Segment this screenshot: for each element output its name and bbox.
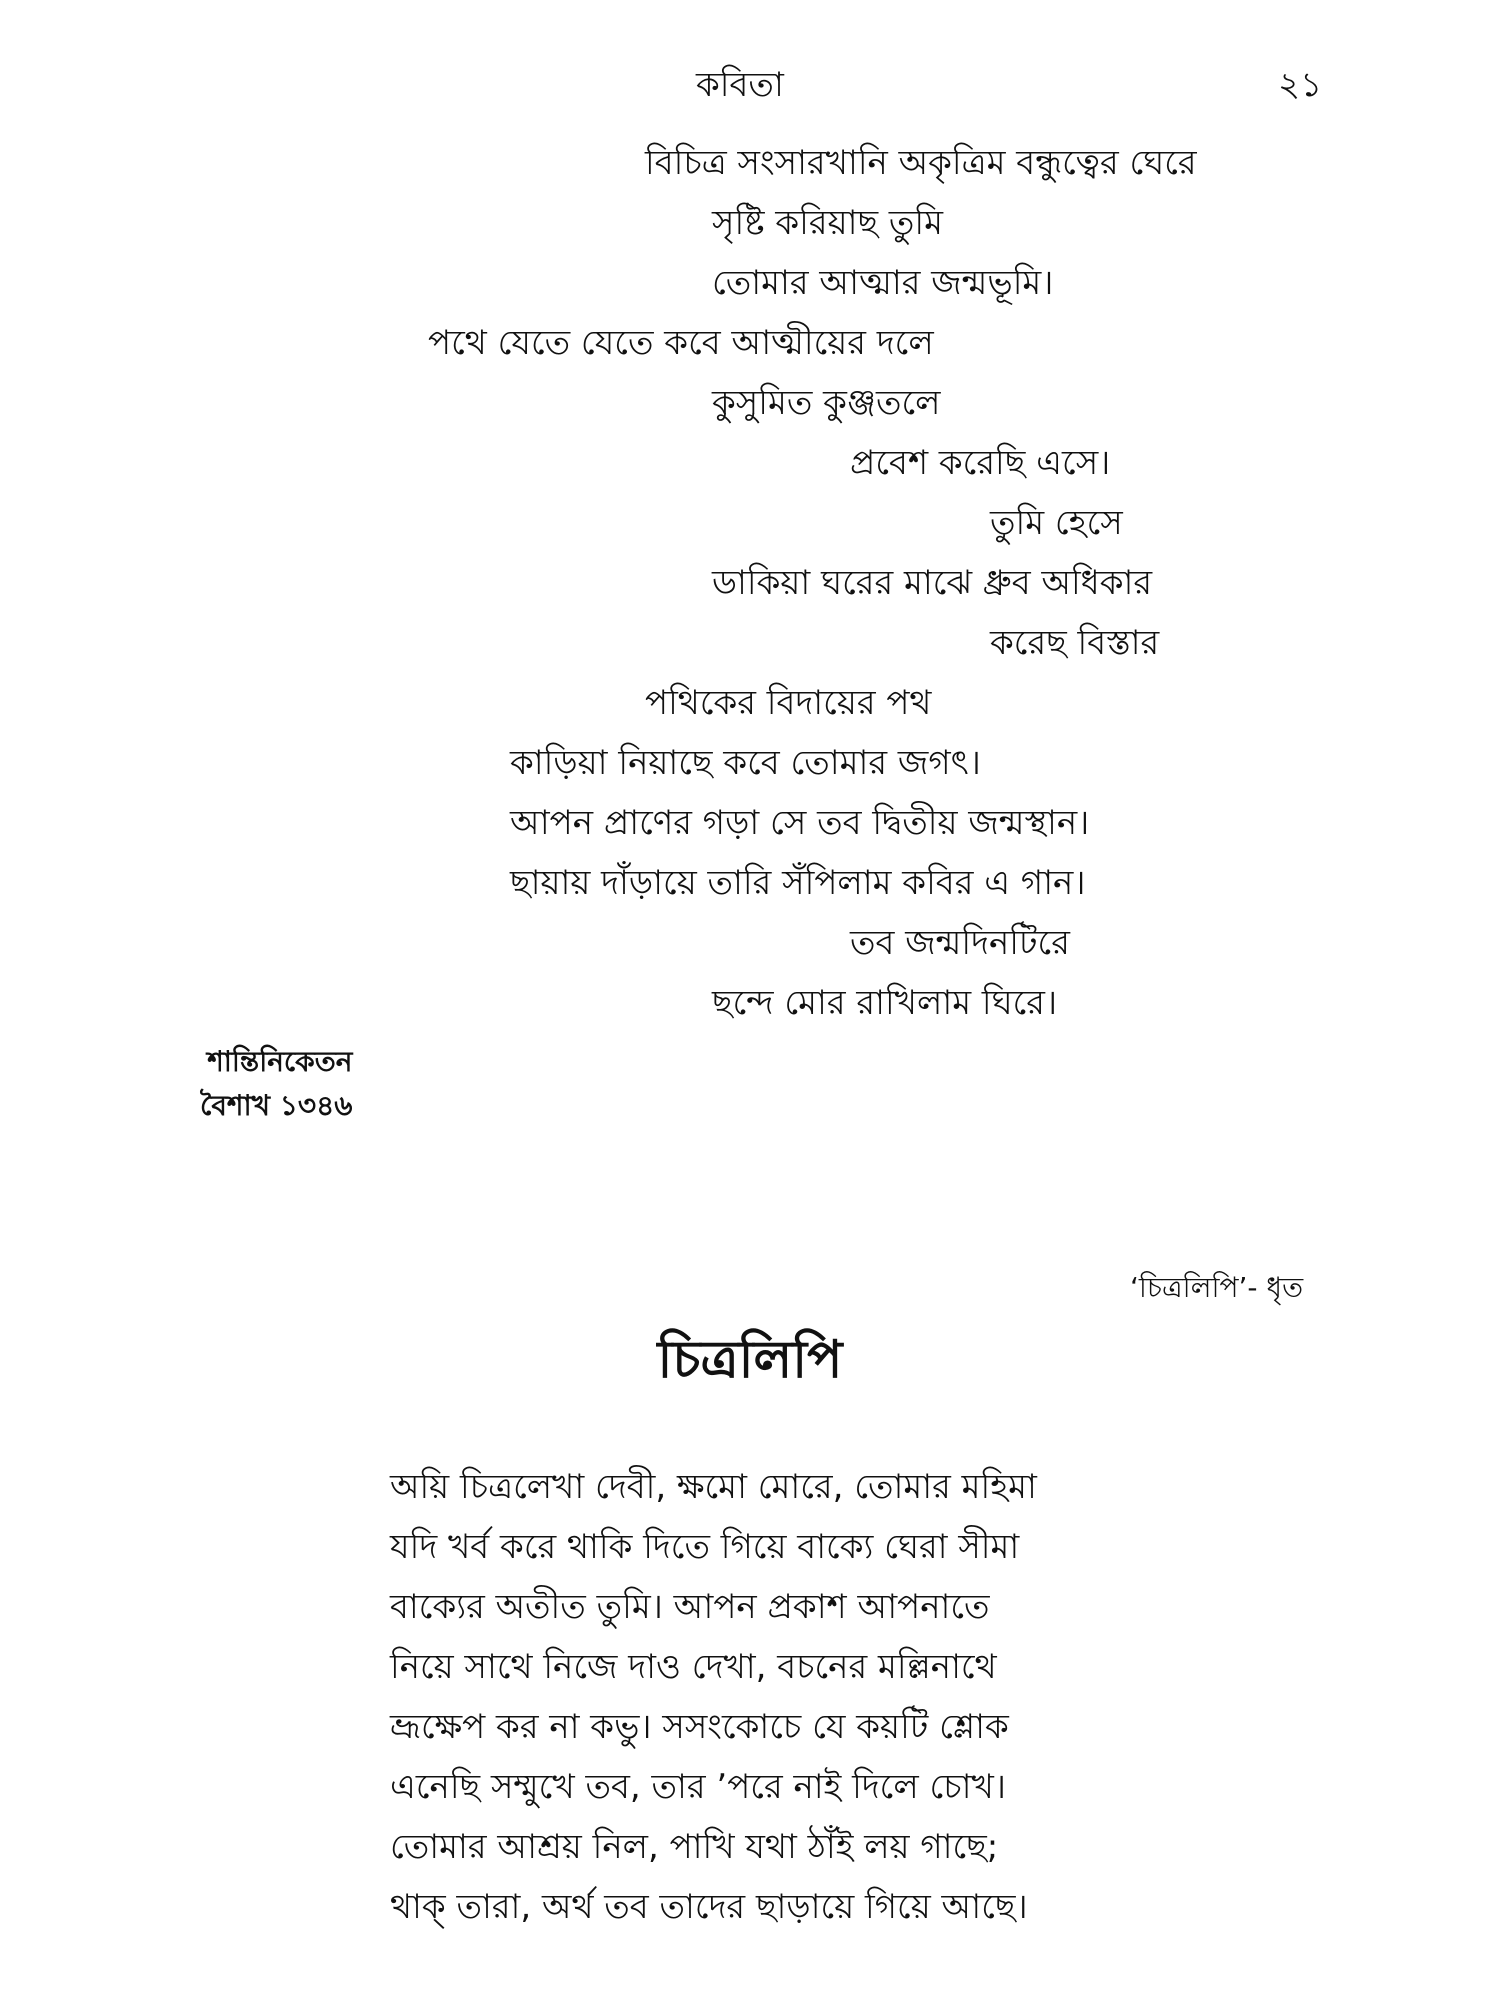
poem-1-line: ডাকিয়া ঘরের মাঝে ধ্রুব অধিকার — [712, 563, 1153, 603]
poem-2-line: বাক্যের অতীত তুমি। আপন প্রকাশ আপনাতে — [390, 1587, 990, 1627]
poem-2-line: যদি খর্ব করে থাকি দিতে গিয়ে বাক্যে ঘেরা সীমা — [390, 1527, 1020, 1567]
poem-2-line: ভ্রূক্ষেপ কর না কভু। সসংকোচে যে কয়টি শ্লোক — [390, 1707, 1009, 1747]
poem-1-line: করেছ বিস্তার — [990, 623, 1160, 663]
poem-1-line: প্রবেশ করেছি এসে। — [850, 443, 1111, 483]
poem-1-line: ছন্দে মোর রাখিলাম ঘিরে। — [712, 983, 1058, 1023]
poem-2-line: নিয়ে সাথে নিজে দাও দেখা, বচনের মল্লিনাথে — [390, 1647, 997, 1687]
poem-1-place: শান্তিনিকেতন — [207, 1045, 353, 1078]
poem-1-line: আপন প্রাণের গড়া সে তব দ্বিতীয় জন্মস্থান। — [510, 803, 1090, 843]
poem-1-line: সৃষ্টি করিয়াছ তুমি — [712, 203, 944, 243]
poem-title: চিত্রলিপি — [657, 1330, 843, 1390]
poem-2-line: এনেছি সম্মুখে তব, তার ’পরে নাই দিলে চোখ। — [390, 1767, 1006, 1807]
poem-2-line: থাক্ তারা, অর্থ তব তাদের ছাড়ায়ে গিয়ে আছে। — [390, 1887, 1028, 1927]
poem-1-line: কুসুমিত কুঞ্জতলে — [712, 383, 941, 423]
source-note: ‘চিত্রলিপি’- ধৃত — [1130, 1271, 1304, 1304]
poem-1-line: বিচিত্র সংসারখানি অকৃত্রিম বন্ধুত্বের ঘেরে — [645, 143, 1197, 183]
poem-2-line: অয়ি চিত্রলেখা দেবী, ক্ষমো মোরে, তোমার মহিমা — [390, 1467, 1037, 1507]
poem-1-line: তব জন্মদিনটিরে — [850, 923, 1070, 963]
poem-1-line: তুমি হেসে — [990, 503, 1123, 543]
poem-1-line: ছায়ায় দাঁড়ায়ে তারি সঁপিলাম কবির এ গান। — [510, 863, 1086, 903]
poem-2-line: তোমার আশ্রয় নিল, পাখি যথা ঠাঁই লয় গাছে; — [390, 1827, 999, 1867]
poem-1-line: পথিকের বিদায়ের পথ — [645, 683, 932, 723]
poem-1-line: পথে যেতে যেতে কবে আত্মীয়ের দলে — [428, 323, 934, 363]
running-head: কবিতা — [696, 65, 784, 105]
poem-1-date: বৈশাখ ১৩৪৬ — [200, 1089, 353, 1122]
poem-1-line: তোমার আত্মার জন্মভূমি। — [712, 263, 1054, 303]
poem-1-line: কাড়িয়া নিয়াছে কবে তোমার জগৎ। — [510, 743, 981, 783]
poem-1-colophon — [200, 1040, 352, 1128]
page-header — [0, 60, 1500, 110]
page-number: ২১ — [1278, 65, 1323, 105]
